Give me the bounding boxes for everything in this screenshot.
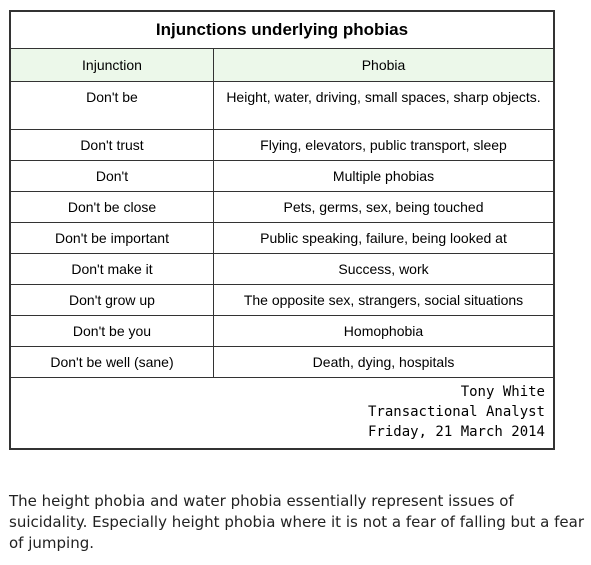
phobia-cell: Death, dying, hospitals [214, 347, 554, 378]
injunction-cell: Don't be you [11, 316, 214, 347]
injunctions-table [11, 12, 553, 378]
phobia-cell: Pets, germs, sex, being touched [214, 192, 554, 223]
table-row [11, 316, 553, 347]
table-row [11, 223, 553, 254]
injunction-cell: Don't make it [11, 254, 214, 285]
table-row [11, 285, 553, 316]
injunction-cell: Don't [11, 161, 214, 192]
table-row [11, 130, 553, 161]
signature-block [368, 382, 545, 442]
table-row [11, 192, 553, 223]
footnote-paragraph: The height phobia and water phobia essentially represent issues of suicidality. Especially height phobia where it is not a fear of falling but a fear of jumping. [9, 492, 585, 552]
table-title: Injunctions underlying phobias [11, 12, 553, 49]
injunction-cell: Don't be important [11, 223, 214, 254]
table-header-row [11, 49, 553, 82]
phobia-cell: Multiple phobias [214, 161, 554, 192]
table-row [11, 254, 553, 285]
phobia-cell: The opposite sex, strangers, social situations [214, 285, 554, 316]
signature-date: Friday, 21 March 2014 [367, 424, 545, 440]
injunction-cell: Don't be well (sane) [11, 347, 214, 378]
column-header-phobia: Phobia [214, 49, 554, 82]
table-row [11, 161, 553, 192]
author-name: Tony White [460, 384, 545, 400]
table-title-row [11, 12, 553, 49]
phobia-cell: Height, water, driving, small spaces, sharp objects. [214, 82, 554, 130]
injunction-cell: Don't be [11, 82, 214, 130]
injunction-cell: Don't grow up [11, 285, 214, 316]
phobia-cell: Flying, elevators, public transport, sleep [214, 130, 554, 161]
phobia-cell: Success, work [214, 254, 554, 285]
phobia-cell: Homophobia [214, 316, 554, 347]
author-role: Transactional Analyst [367, 404, 545, 420]
phobia-table [9, 10, 555, 450]
table-row [11, 347, 553, 378]
table-row [11, 82, 553, 130]
phobia-cell: Public speaking, failure, being looked at [214, 223, 554, 254]
injunction-cell: Don't trust [11, 130, 214, 161]
column-header-injunction: Injunction [11, 49, 214, 82]
injunction-cell: Don't be close [11, 192, 214, 223]
